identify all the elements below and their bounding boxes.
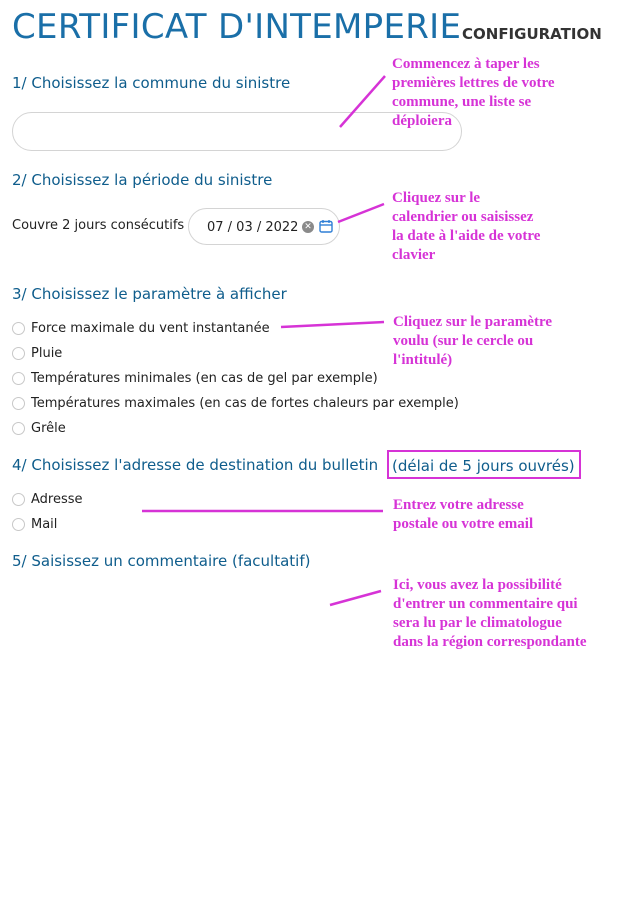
annotation-line-commune: [340, 76, 385, 127]
destination-option-label[interactable]: Mail: [31, 516, 58, 532]
page-title: CERTIFICAT D'INTEMPERIE: [12, 7, 462, 47]
param-option-label[interactable]: Températures maximales (en cas de fortes chaleurs par exemple): [31, 395, 459, 411]
annotation-param: Cliquez sur le paramètre voulu (sur le cercle ou l'intitulé): [393, 314, 553, 368]
annotation-line-param: [281, 322, 384, 327]
destination-option-label[interactable]: Adresse: [31, 491, 83, 507]
delay-highlight-text: (délai de 5 jours ouvrés): [392, 457, 575, 475]
step2-heading: 2/ Choisissez la période du sinistre: [12, 171, 273, 189]
annotation-line-date: [338, 204, 384, 222]
param-option-label[interactable]: Force maximale du vent instantanée: [31, 320, 270, 336]
annotation-commune: Commencez à taper les premières lettres de votre commune, une liste se déploiera: [392, 56, 555, 129]
param-option-label[interactable]: Grêle: [31, 420, 66, 436]
annotation-line-comment: [330, 591, 381, 605]
date-value: 07 / 03 / 2022: [207, 220, 299, 235]
annotation-address: Entrez votre adresse postale ou votre email: [393, 497, 534, 532]
step1-heading: 1/ Choisissez la commune du sinistre: [12, 74, 291, 92]
step3-heading: 3/ Choisissez le paramètre à afficher: [12, 285, 287, 303]
param-option-label[interactable]: Pluie: [31, 345, 63, 361]
step5-heading: 5/ Saisissez un commentaire (facultatif): [12, 552, 311, 570]
annotation-date: Cliquez sur le calendrier ou saisissez la date à l'aide de votre clavier: [392, 190, 541, 263]
param-option-label[interactable]: Températures minimales (en cas de gel par exemple): [31, 370, 378, 386]
clear-date-icon[interactable]: ✕: [302, 221, 314, 233]
page-subtitle: CONFIGURATION: [462, 25, 602, 43]
step4-heading: 4/ Choisissez l'adresse de destination du bulletin: [12, 456, 379, 474]
annotation-comment: Ici, vous avez la possibilité d'entrer un commentaire qui sera lu par le climatologue dans la région correspondante: [393, 577, 587, 650]
coverage-text: Couvre 2 jours consécutifs: [12, 218, 185, 233]
